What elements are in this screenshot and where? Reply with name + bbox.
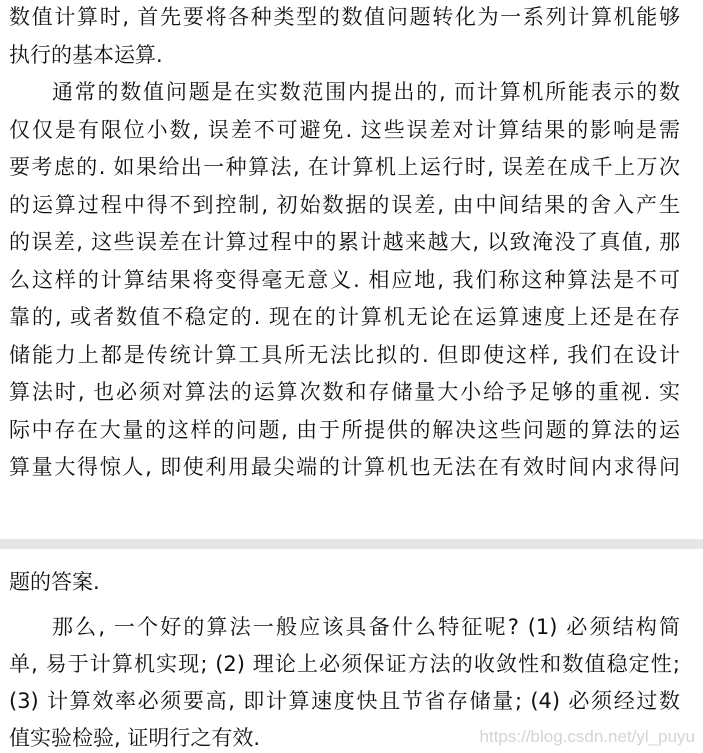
text-line: (3) 计算效率必须要高, 即计算速度快且节省存储量; (4) 必须经过数 xyxy=(9,689,680,713)
text-line: 靠的, 或者数值不稳定的. 现在的计算机无论在运算速度上还是在存 xyxy=(9,305,680,329)
text-line: 值实验检验, 证明行之有效. xyxy=(9,726,261,750)
text-line: 那么, 一个好的算法一般应该具备什么特征呢? (1) 必须结构简 xyxy=(52,615,680,639)
text-line: 际中存在大量的这样的问题, 由于所提供的解决这些问题的算法的运 xyxy=(9,418,680,442)
text-line: 储能力上都是传统计算工具所无法比拟的. 但即使这样, 我们在设计 xyxy=(9,343,680,367)
text-line: 的运算过程中得不到控制, 初始数据的误差, 由中间结果的舍入产生 xyxy=(9,193,680,217)
text-line: 要考虑的. 如果给出一种算法, 在计算机上运行时, 误差在成千上万次 xyxy=(9,155,680,179)
text-line: 么这样的计算结果将变得毫无意义. 相应地, 我们称这种算法是不可 xyxy=(9,268,680,292)
text-line: 仅仅是有限位小数, 误差不可避免. 这些误差对计算结果的影响是需 xyxy=(9,118,680,142)
text-line: 算量大得惊人, 即使利用最尖端的计算机也无法在有效时间内求得问 xyxy=(9,455,680,479)
text-line: 通常的数值问题是在实数范围内提出的, 而计算机所能表示的数 xyxy=(52,80,680,104)
page-separator xyxy=(0,539,703,549)
text-line: 题的答案. xyxy=(9,570,100,594)
text-line: 的误差, 这些误差在计算过程中的累计越来越大, 以致淹没了真值, 那 xyxy=(9,230,680,254)
text-line: 数值计算时, 首先要将各种类型的数值问题转化为一系列计算机能够 xyxy=(9,5,680,29)
text-line: 单, 易于计算机实现; (2) 理论上必须保证方法的收敛性和数值稳定性; xyxy=(9,652,680,676)
text-line: 算法时, 也必须对算法的运算次数和存储量大小给予足够的重视. 实 xyxy=(9,380,680,404)
watermark: https://blog.csdn.net/yl_puyu xyxy=(479,727,695,746)
text-line: 执行的基本运算. xyxy=(9,43,163,67)
